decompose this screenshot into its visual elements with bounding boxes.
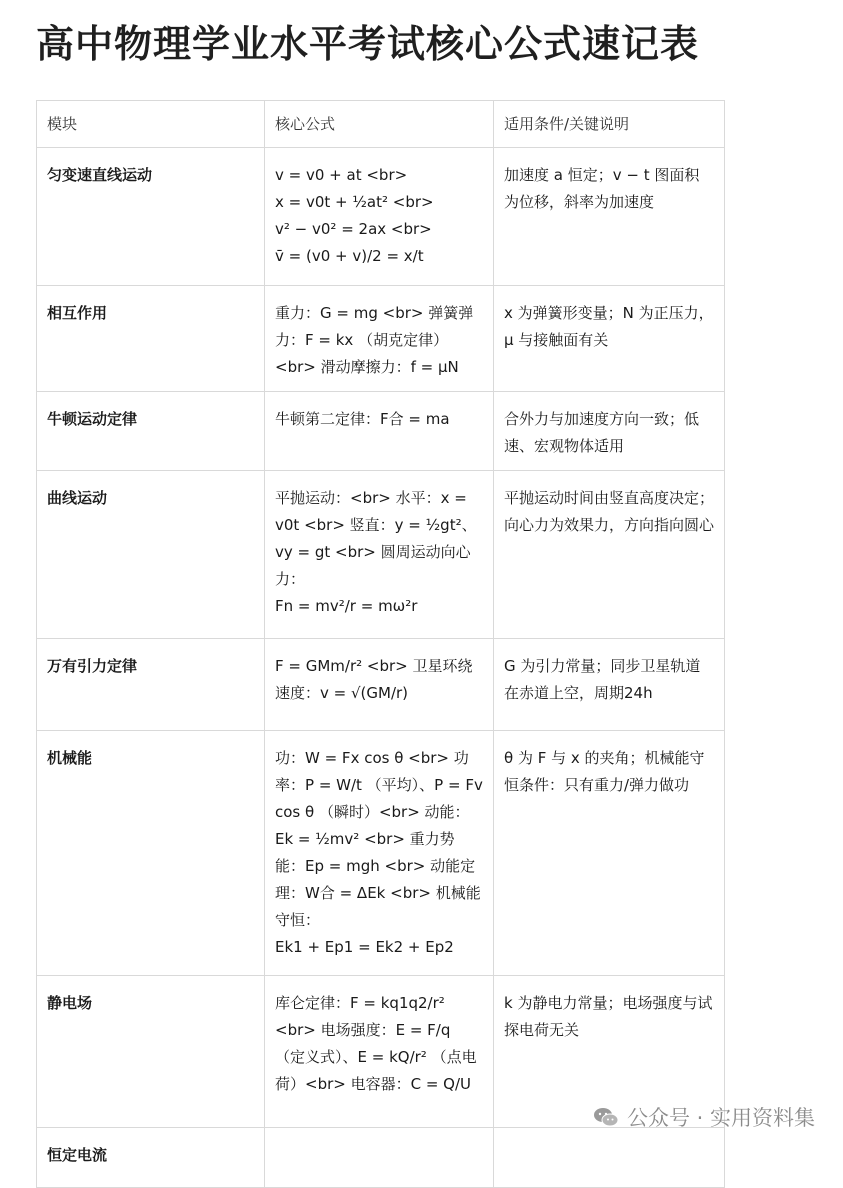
formula-line: v̄ = (v0 + v)/2 = x/t xyxy=(275,247,424,265)
module-cell: 静电场 xyxy=(37,976,265,1128)
formula-cell xyxy=(265,1128,494,1188)
formula-line: Ek1 + Ep1 = Ek2 + Ep2 xyxy=(275,938,454,956)
formula-cell xyxy=(265,148,494,286)
table-row xyxy=(37,731,725,976)
note-cell: G 为引力常量；同步卫星轨道在赤道上空，周期24h xyxy=(494,639,725,731)
module-cell: 匀变速直线运动 xyxy=(37,148,265,286)
note-cell: x 为弹簧形变量；N 为正压力，μ 与接触面有关 xyxy=(494,286,725,392)
watermark xyxy=(593,1102,815,1132)
formula-cell xyxy=(265,976,494,1128)
formula-line: 牛顿第二定律：F合 = ma xyxy=(275,410,450,428)
formula-line: 功：W = Fx cos θ <br> 功率：P = W/t （平均）、P = Fv cos θ （瞬时）<br> 动能：Ek = ½mv² <br> 重力势能：Ep = mgh <br> 动能定理：W合 = ΔEk <br> 机械能守恒： xyxy=(275,749,483,929)
watermark-text: 公众号 · 实用资料集 xyxy=(626,1106,815,1130)
formula-line: F = GMm/r² <br> 卫星环绕速度：v = √(GM/r) xyxy=(275,657,473,702)
table-row xyxy=(37,639,725,731)
note-cell: k 为静电力常量；电场强度与试探电荷无关 xyxy=(494,976,725,1128)
formula-line: 重力：G = mg <br> 弹簧弹力：F = kx （胡克定律）<br> 滑动摩擦力：f = μN xyxy=(275,304,474,376)
header-notes: 适用条件/关键说明 xyxy=(494,101,725,148)
table-row xyxy=(37,148,725,286)
formula-line: 平抛运动：<br> 水平：x = v0t <br> 竖直：y = ½gt²、vy = gt <br> 圆周运动向心力： xyxy=(275,489,477,588)
module-cell: 相互作用 xyxy=(37,286,265,392)
page-title: 高中物理学业水平考试核心公式速记表 xyxy=(36,22,700,66)
note-cell xyxy=(494,1128,725,1188)
module-cell: 牛顿运动定律 xyxy=(37,392,265,471)
table-row xyxy=(37,1128,725,1188)
formula-line: v = v0 + at <br> xyxy=(275,166,408,184)
module-cell: 曲线运动 xyxy=(37,471,265,639)
formula-line: 库仑定律：F = kq1q2/r² <br> 电场强度：E = F/q （定义式）、E = kQ/r² （点电荷）<br> 电容器：C = Q/U xyxy=(275,994,477,1093)
formula-cell xyxy=(265,731,494,976)
formula-line: v² − v0² = 2ax <br> xyxy=(275,220,432,238)
formula-cell xyxy=(265,639,494,731)
formula-table xyxy=(36,100,725,1188)
header-formula: 核心公式 xyxy=(265,101,494,148)
module-cell: 万有引力定律 xyxy=(37,639,265,731)
table-header-row xyxy=(37,101,725,148)
formula-line: Fn = mv²/r = mω²r xyxy=(275,597,418,615)
note-cell: 平抛运动时间由竖直高度决定；向心力为效果力，方向指向圆心 xyxy=(494,471,725,639)
note-cell: θ 为 F 与 x 的夹角；机械能守恒条件：只有重力/弹力做功 xyxy=(494,731,725,976)
module-cell: 恒定电流 xyxy=(37,1128,265,1188)
table-row xyxy=(37,392,725,471)
header-module: 模块 xyxy=(37,101,265,148)
formula-cell xyxy=(265,392,494,471)
formula-cell xyxy=(265,471,494,639)
table-row xyxy=(37,471,725,639)
formula-cell xyxy=(265,286,494,392)
module-cell: 机械能 xyxy=(37,731,265,976)
table-body xyxy=(37,148,725,1188)
formula-line: x = v0t + ½at² <br> xyxy=(275,193,434,211)
note-cell: 加速度 a 恒定；v − t 图面积为位移，斜率为加速度 xyxy=(494,148,725,286)
wechat-icon xyxy=(593,1107,619,1127)
table-row xyxy=(37,286,725,392)
note-cell: 合外力与加速度方向一致；低速、宏观物体适用 xyxy=(494,392,725,471)
